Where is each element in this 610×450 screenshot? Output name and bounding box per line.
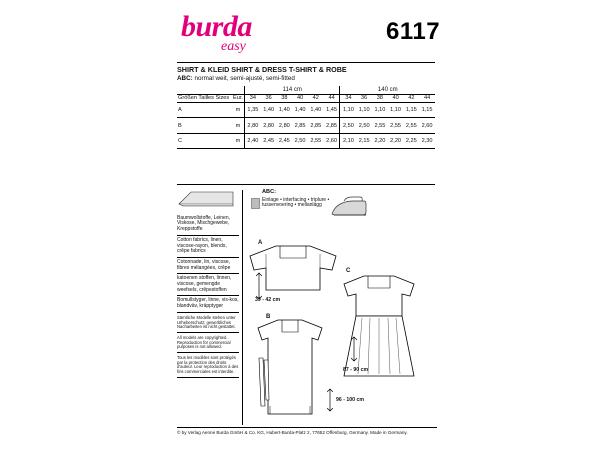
yardage-cell: 2,45 — [261, 133, 277, 149]
yardage-cell: 2,80 — [244, 118, 260, 134]
fabric-requirements-table — [177, 86, 435, 149]
table-row-a — [177, 102, 435, 118]
yardage-cell: 1,45 — [324, 102, 340, 118]
yardage-cell: 2,30 — [419, 133, 435, 149]
yardage-cell: 2,55 — [308, 133, 324, 149]
fabric-text-de: Baumwollstoffe, Leinen, Viskose, Mischgewebe, Kreppstoffe — [177, 216, 239, 236]
size-cell: 44 — [419, 94, 435, 102]
fabric-text-sv: Bomullstyger, linne, vis-kos, blandväv, kräpptyger — [177, 298, 239, 312]
yardage-cell: 1,40 — [261, 102, 277, 118]
yardage-cell: 2,20 — [372, 133, 388, 149]
view-c-dress-drawing — [340, 272, 418, 382]
size-cell: 38 — [277, 94, 293, 102]
view-a-length-arrow — [256, 272, 262, 300]
yardage-cell: 1,40 — [292, 102, 308, 118]
iron-icon — [330, 196, 368, 218]
yardage-cell: 2,55 — [403, 118, 419, 134]
size-cell: 38 — [372, 94, 388, 102]
view-b-letter: B — [266, 314, 271, 320]
size-cell: 44 — [324, 94, 340, 102]
copyright-footer: © by Verlag Aenne Burda GmbH & Co. KG, Hubert-Burda-Platz 2, 77652 Offenburg, Germany. Made in Germany. — [177, 427, 437, 435]
yardage-cell: 2,55 — [372, 118, 388, 134]
view-c-letter: C — [346, 268, 351, 274]
copyright-note-fr: Tous les modèles sont protégés par la protection des droits d'auteur. Leur reproduction à des fins commerciales est interdite. — [177, 356, 239, 378]
yardage-cell: 2,80 — [277, 118, 293, 134]
notions-title: ABC: — [262, 189, 276, 195]
size-cell: 36 — [261, 94, 277, 102]
sizes-label: Größen Tailles Sizes — [177, 94, 232, 102]
yardage-cell: 2,55 — [388, 118, 404, 134]
pattern-number: 6117 — [386, 18, 441, 45]
yardage-cell: 2,60 — [419, 118, 435, 134]
notions-block — [262, 190, 329, 209]
yardage-cell: 2,85 — [324, 118, 340, 134]
garment-title: SHIRT & KLEID SHIRT & DRESS T-SHIRT & ROBE — [177, 65, 347, 74]
fabric-text-en: Cotton fabrics, linen, viscose-rayon, blends, crêpe fabrics — [177, 238, 239, 258]
view-label: C — [177, 133, 232, 149]
size-cell: 42 — [403, 94, 419, 102]
yardage-cell: 1,40 — [277, 102, 293, 118]
sizes-header-row — [177, 94, 435, 102]
yardage-cell: 2,15 — [356, 133, 372, 149]
yardage-cell: 2,50 — [356, 118, 372, 134]
view-b-measure: 96 - 100 cm — [336, 397, 364, 403]
fit-subtitle-text: normal weit, semi-ajusté, semi-fitted — [194, 75, 295, 82]
yardage-cell: 2,50 — [340, 118, 356, 134]
yardage-cell: 1,10 — [356, 102, 372, 118]
yardage-cell: 2,25 — [403, 133, 419, 149]
size-cell: 34 — [244, 94, 260, 102]
view-b-length-arrow — [327, 388, 333, 412]
yardage-cell: 2,50 — [292, 133, 308, 149]
view-label: A — [177, 102, 232, 118]
sizes-unit: Eur. — [233, 95, 243, 102]
copyright-note-en: All models are copyrighted. Reproduction for commercial purposes is not allowed. — [177, 336, 239, 353]
yardage-cell: 1,10 — [372, 102, 388, 118]
yardage-cell: 2,45 — [277, 133, 293, 149]
logo-word: burda — [181, 10, 252, 43]
size-cell: 34 — [340, 94, 356, 102]
yardage-cell: 1,10 — [388, 102, 404, 118]
view-a-measure: 39 - 42 cm — [255, 297, 281, 303]
belt-drawing — [257, 356, 271, 408]
title-block — [177, 62, 435, 82]
interfacing-swatch-icon — [251, 198, 260, 209]
copyright-note-de: Sämtliche Modelle stehen unter Urheberschutz; gewerbliches Nacharbeiten ist nicht gestattet. — [177, 316, 239, 333]
fit-subtitle — [177, 75, 435, 82]
unit-label: m — [232, 102, 244, 118]
yardage-cell: 1,35 — [244, 102, 260, 118]
notions-line-1: Einlage • interfacing • triplure • — [262, 196, 330, 203]
width-114-header: 114 cm — [244, 86, 340, 94]
yardage-cell: 2,60 — [324, 133, 340, 149]
table-row-c — [177, 133, 435, 149]
size-cell: 40 — [292, 94, 308, 102]
view-c-length-arrow — [351, 336, 357, 362]
yardage-cell: 1,10 — [340, 102, 356, 118]
yardage-cell: 2,80 — [261, 118, 277, 134]
fabric-suggestions — [177, 190, 239, 378]
yardage-cell: 2,10 — [340, 133, 356, 149]
fabric-text-nl: katoenen stoffen, linnen, viscose, gemengde weefsels, crêpestoffen — [177, 276, 239, 296]
fit-subtitle-prefix: ABC: — [177, 75, 193, 82]
fabric-text-fr: Cotonnade, lin, viscose, fibres mélangées, crêpe — [177, 260, 239, 274]
width-140-header: 140 cm — [340, 86, 435, 94]
size-cell: 42 — [308, 94, 324, 102]
yardage-cell: 1,15 — [419, 102, 435, 118]
notions-line-2: tussenvoering • mellanlägg — [262, 202, 322, 209]
yardage-cell: 1,15 — [403, 102, 419, 118]
yardage-cell: 1,40 — [308, 102, 324, 118]
size-cell: 40 — [388, 94, 404, 102]
yardage-cell: 2,85 — [292, 118, 308, 134]
yardage-cell: 2,20 — [388, 133, 404, 149]
fabric-swatch-icon — [177, 190, 235, 207]
column-divider — [242, 190, 243, 425]
unit-label: m — [232, 118, 244, 134]
view-c-measure: 87 - 90 cm — [343, 367, 369, 373]
table-row-b — [177, 118, 435, 134]
section-divider — [177, 184, 435, 185]
view-a-letter: A — [258, 240, 263, 246]
yardage-cell: 2,85 — [308, 118, 324, 134]
size-cell: 36 — [356, 94, 372, 102]
fabric-width-row — [177, 86, 435, 94]
yardage-cell: 2,40 — [244, 133, 260, 149]
logo-sub: easy — [221, 39, 246, 54]
view-label: B — [177, 118, 232, 134]
unit-label: m — [232, 133, 244, 149]
burda-easy-logo — [181, 12, 273, 58]
